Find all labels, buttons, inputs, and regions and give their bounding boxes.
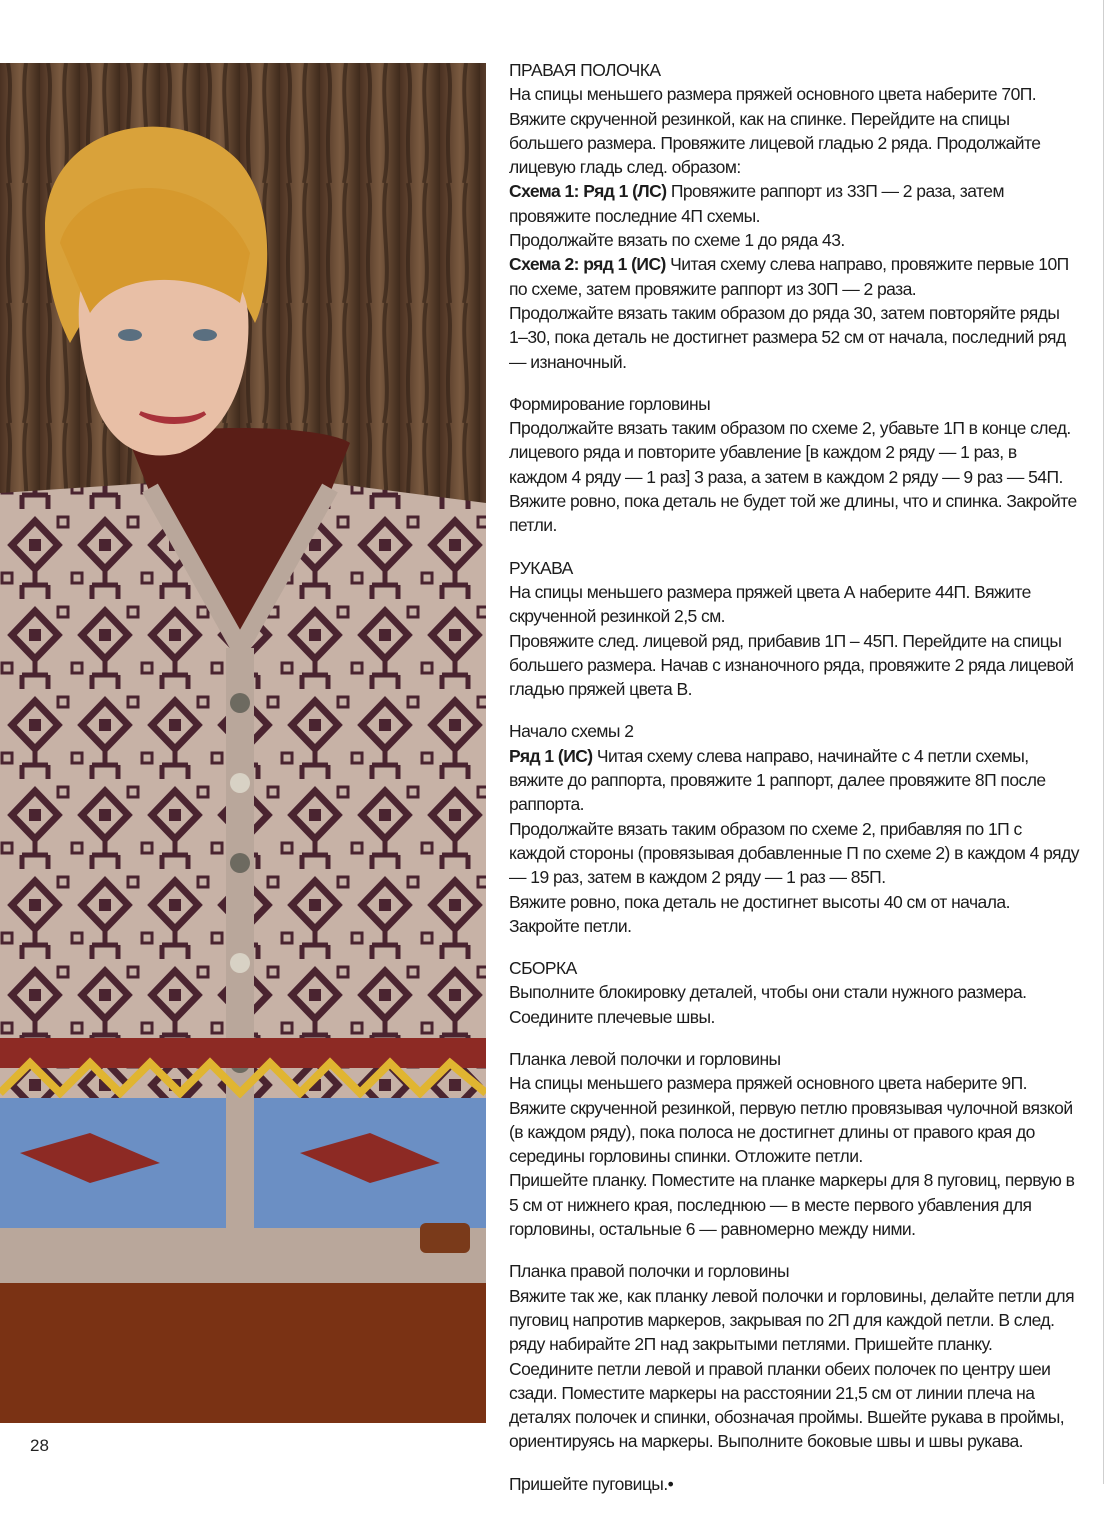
page-number: 28 (30, 1436, 49, 1455)
section-heading: Формирование горловины (509, 393, 711, 414)
section-right-front (509, 58, 1079, 374)
paragraph: Пришейте пуговицы.• (509, 1473, 674, 1494)
lead-in: Схема 1: Ряд 1 (ЛС) (509, 181, 667, 202)
section-heading: СБОРКА (509, 958, 577, 979)
section-heading: ПРАВАЯ ПОЛОЧКА (509, 60, 661, 80)
paragraph: Выполните блокировку деталей, чтобы они стали нужного размера. Соедините плечевые швы. (509, 982, 1027, 1027)
paragraph: Продолжайте вязать по схеме 1 до ряда 43. (509, 230, 845, 251)
skirt (0, 1283, 486, 1423)
paragraph: Вяжите так же, как планку левой полочки и горловины, делайте петли для пуговиц напротив маркеров, закрывая по 2П для каждой петли. В след. ряду набирайте 2П над закрытыми петлями. Пришейте планку. Соедините петли левой и правой планки обеих полочек по центру шеи сзади. Поместите маркеры на расстоянии 21,5 см от линии плеча на деталях полочек и спинки, обозначая проймы. Вшейте рукава в проймы, ориентируясь на маркеры. Выполните боковые швы и швы рукава. (509, 1285, 1075, 1452)
section-sleeves (509, 556, 1079, 702)
paragraph: Пришейте планку. Поместите на планке маркеры для 8 пуговиц, первую в 5 см от нижнего края, последнюю — в месте первого убавления для горловины, остальные 6 — равномерно между ними. (509, 1170, 1075, 1240)
section-chart-2-start (509, 719, 1079, 938)
paragraph: Провяжите след. лицевой ряд, прибавив 1П – 45П. Перейдите на спицы большего размера. Начав с изнаночного ряда, провяжите 2 ряда лицевой гладью пряжей цвета В. (509, 630, 1074, 700)
paragraph: На спицы меньшего размера пряжей основного цвета наберите 9П. Вяжите скрученной резинкой, первую петлю провязывая чулочной вязкой (в каждом ряду), пока полоса не достигнет длины от правого края до середины горловины спинки. Отложите петли. (509, 1073, 1073, 1167)
paragraph: Вяжите ровно, пока деталь не достигнет высоты 40 см от начала. Закройте петли. (509, 891, 1010, 936)
section-heading: Планка правой полочки и горловины (509, 1261, 790, 1282)
page-edge-rule (1103, 0, 1104, 1484)
lead-in: Ряд 1 (ИС) (509, 745, 593, 766)
paragraph: Схема 2: ряд 1 (ИС) Читая схему слева направо, провяжите первые 10П по схеме, затем провяжите раппорт из 30П — 2 раза. (509, 254, 1069, 299)
paragraph: Продолжайте вязать таким образом до ряда 30, затем повторяйте ряды 1–30, пока деталь не достигнет размера 52 см от начала, последний ряд — изнаночный. (509, 302, 1066, 372)
paragraph: Продолжайте вязать таким образом по схеме 2, убавьте 1П в конце след. лицевого ряда и повторите убавление [в каждом 2 ряду — 1 раз, в каждом 4 ряду — 1 раз] 3 раза, а затем в каждом 2 ряду — 9 раз — 54П. Вяжите ровно, пока деталь не будет той же длины, что и спинка. Закройте петли. (509, 418, 1077, 536)
section-heading: Планка левой полочки и горловины (509, 1048, 781, 1069)
section-heading: РУКАВА (509, 557, 573, 578)
model-photo (0, 63, 486, 1423)
section-left-band (509, 1047, 1079, 1241)
lead-in: Схема 2: ряд 1 (ИС) (509, 254, 666, 275)
instructions-column (509, 58, 1079, 1514)
paragraph: Продолжайте вязать таким образом по схеме 2, прибавляя по 1П с каждой стороны (провязывая добавленные П по схеме 2) в каждом 4 ряду — 19 раз, затем в каждом 2 ряду — 1 раз — 85П. (509, 818, 1079, 888)
paragraph: Схема 1: Ряд 1 (ЛС) Провяжите раппорт из 33П — 2 раза, затем провяжите последние 4П схемы. (509, 181, 1004, 226)
section-assembly (509, 956, 1079, 1029)
paragraph: На спицы меньшего размера пряжей цвета А наберите 44П. Вяжите скрученной резинкой 2,5 см. (509, 581, 1031, 627)
paragraph: На спицы меньшего размера пряжей основного цвета наберите 70П. Вяжите скрученной резинкой, как на спинке. Перейдите на спицы большего размера. Провяжите лицевой гладью 2 ряда. Продолжайте лицевую гладь след. образом: (509, 84, 1041, 178)
section-right-band (509, 1259, 1079, 1453)
paragraph: Ряд 1 (ИС) Читая схему слева направо, начинайте с 4 петли схемы, вяжите до раппорта, провяжите 1 раппорт, далее провяжите 8П после раппорта. (509, 745, 1046, 815)
section-heading: Начало схемы 2 (509, 721, 634, 742)
section-neckline (509, 392, 1079, 538)
